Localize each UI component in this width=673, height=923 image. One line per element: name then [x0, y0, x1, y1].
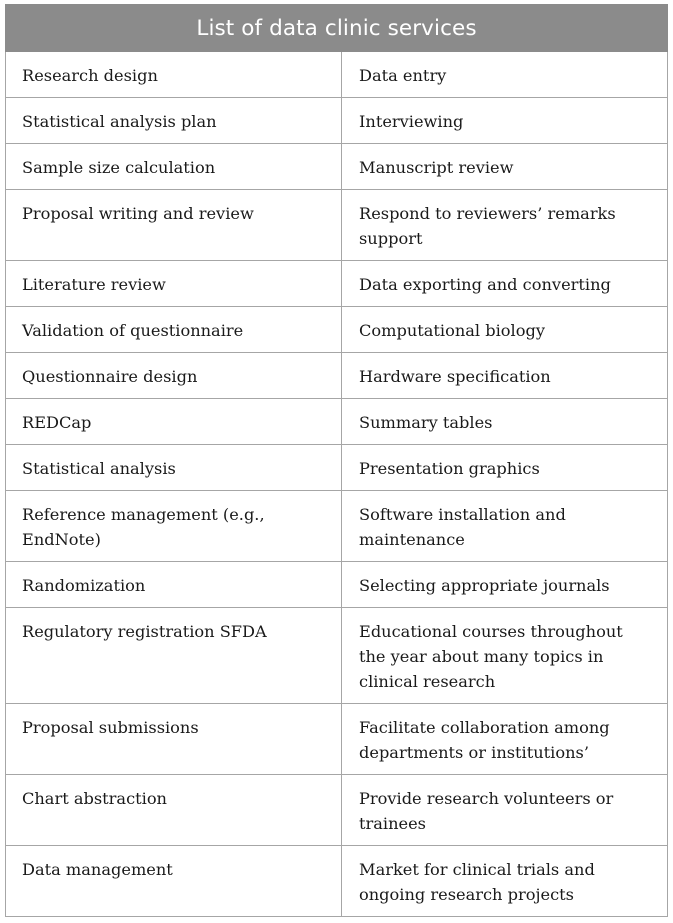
table-cell: Research design — [6, 52, 342, 98]
data-clinic-services-table — [5, 4, 668, 917]
table-row — [6, 52, 668, 98]
table-cell: Questionnaire design — [6, 353, 342, 399]
table-row — [6, 261, 668, 307]
table-row — [6, 608, 668, 704]
table-row — [6, 704, 668, 775]
table-row — [6, 353, 668, 399]
table-cell: Market for clinical trials and ongoing research projects — [342, 846, 668, 917]
table-cell: Chart abstraction — [6, 775, 342, 846]
table-cell: Sample size calculation — [6, 144, 342, 190]
table-cell: Regulatory registration SFDA — [6, 608, 342, 704]
table-cell: Data entry — [342, 52, 668, 98]
table-cell: Proposal submissions — [6, 704, 342, 775]
table-body — [6, 52, 668, 917]
table-cell: Software installation and maintenance — [342, 491, 668, 562]
table-header-row — [6, 5, 668, 52]
table-cell: Interviewing — [342, 98, 668, 144]
table-row — [6, 399, 668, 445]
table-cell: Reference management (e.g., EndNote) — [6, 491, 342, 562]
table-cell: Proposal writing and review — [6, 190, 342, 261]
table-row — [6, 98, 668, 144]
table-cell: Presentation graphics — [342, 445, 668, 491]
table-cell: Literature review — [6, 261, 342, 307]
table-cell: Computational biology — [342, 307, 668, 353]
table-cell: Selecting appropriate journals — [342, 562, 668, 608]
table-cell: Manuscript review — [342, 144, 668, 190]
table-row — [6, 445, 668, 491]
table-title: List of data clinic services — [6, 5, 668, 52]
table-row — [6, 562, 668, 608]
table-row — [6, 491, 668, 562]
table-cell: Summary tables — [342, 399, 668, 445]
table-cell: Facilitate collaboration among departments or institutions’ — [342, 704, 668, 775]
table-cell: Statistical analysis — [6, 445, 342, 491]
table-row — [6, 190, 668, 261]
table-cell: Hardware specification — [342, 353, 668, 399]
table-cell: Statistical analysis plan — [6, 98, 342, 144]
table-cell: REDCap — [6, 399, 342, 445]
services-table-container — [5, 4, 667, 917]
table-cell: Data exporting and converting — [342, 261, 668, 307]
table-cell: Data management — [6, 846, 342, 917]
table-row — [6, 144, 668, 190]
table-row — [6, 846, 668, 917]
table-cell: Educational courses throughout the year about many topics in clinical research — [342, 608, 668, 704]
table-cell: Respond to reviewers’ remarks support — [342, 190, 668, 261]
table-row — [6, 307, 668, 353]
table-row — [6, 775, 668, 846]
table-cell: Randomization — [6, 562, 342, 608]
table-cell: Validation of questionnaire — [6, 307, 342, 353]
table-cell: Provide research volunteers or trainees — [342, 775, 668, 846]
